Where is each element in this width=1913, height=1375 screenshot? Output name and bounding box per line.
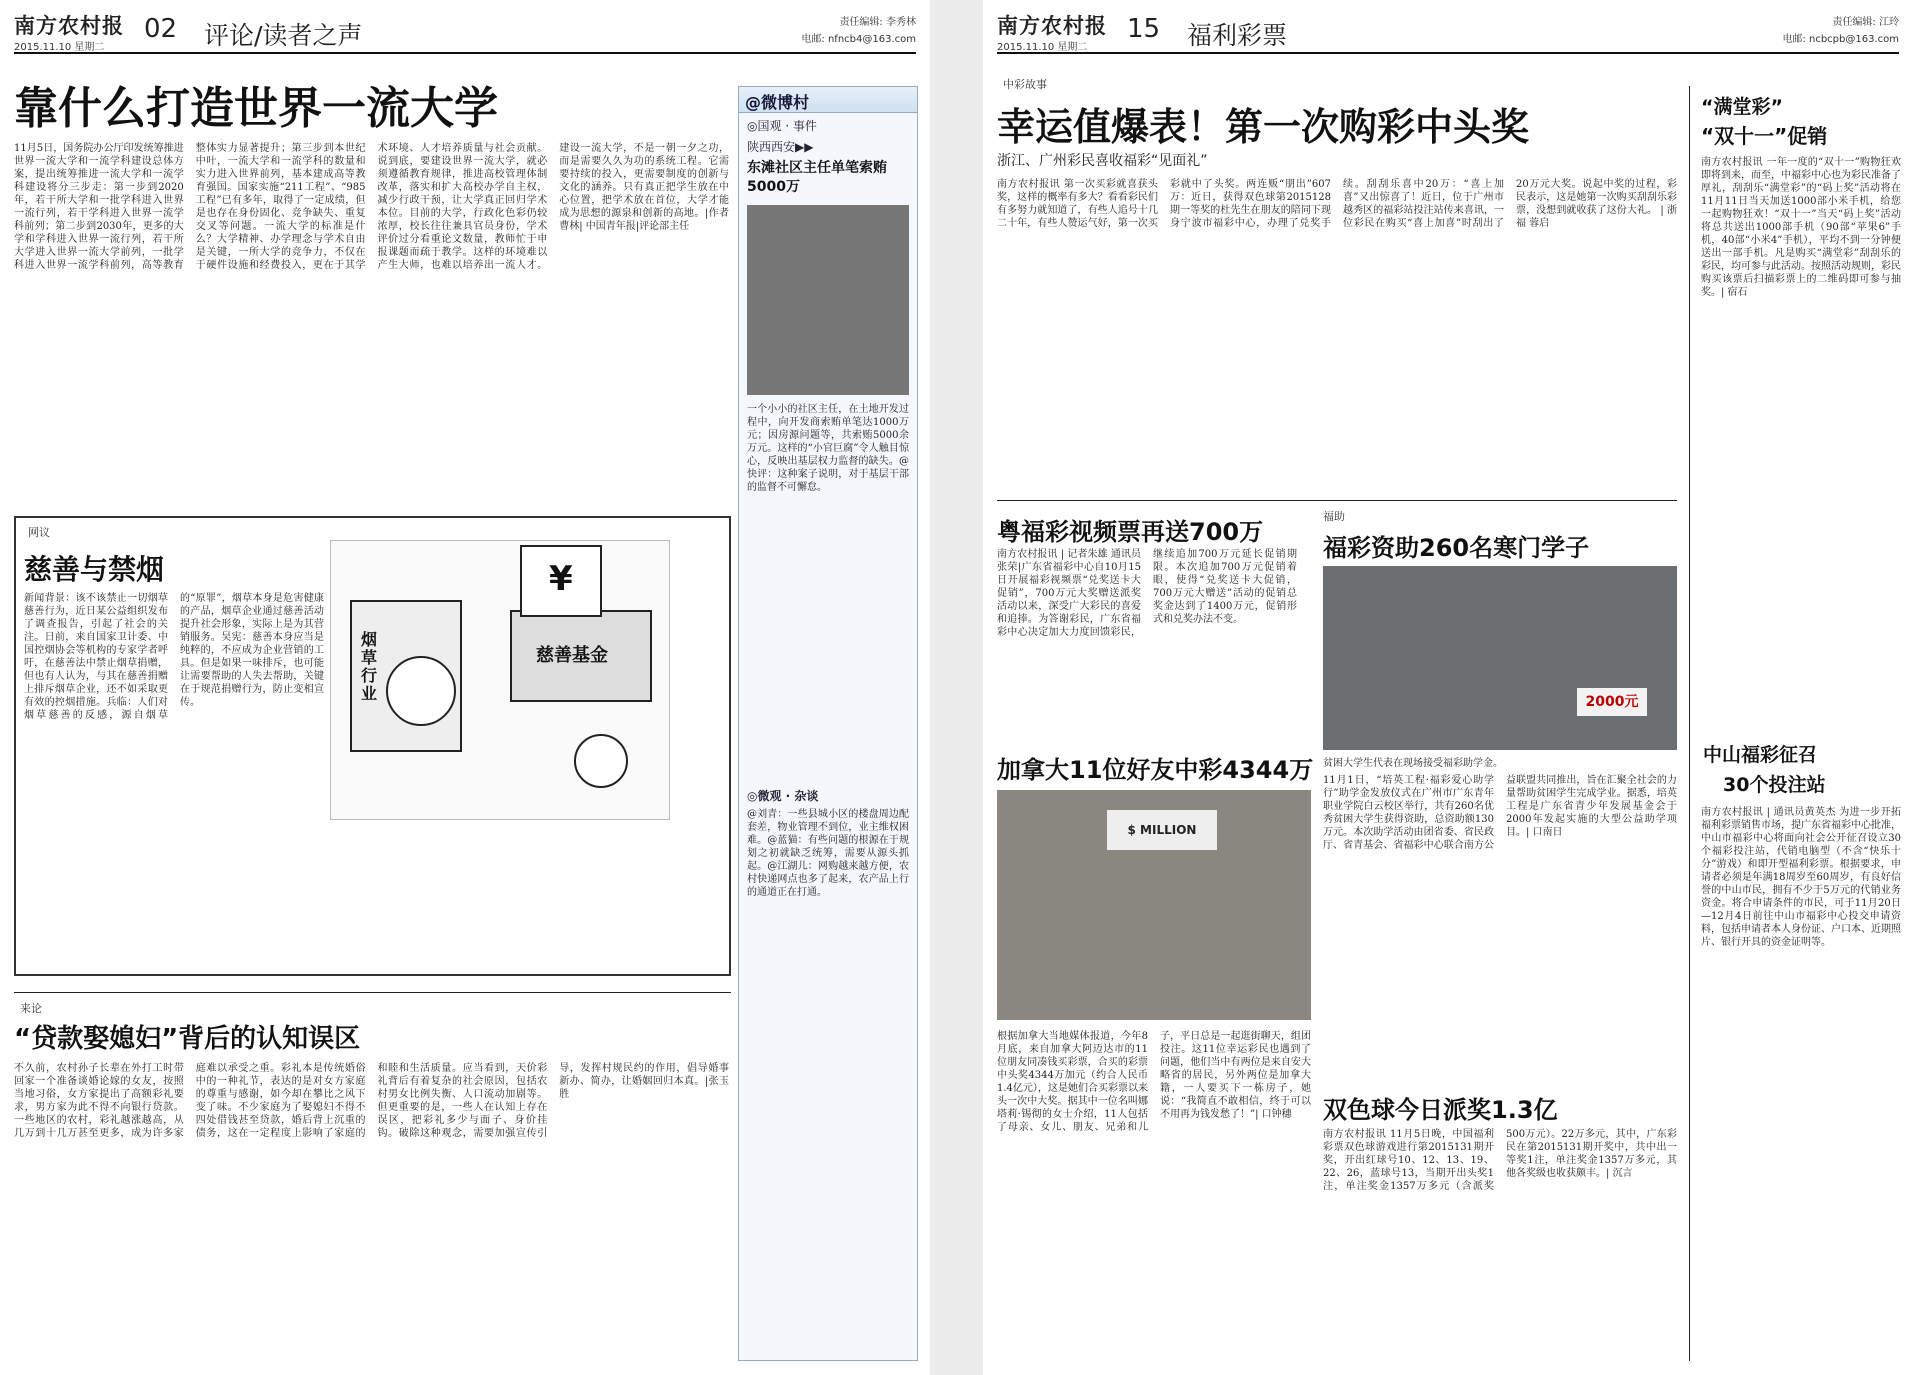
right-col-body: 南方农村报讯 一年一度的“双十一”购物狂欢即将到来，而至，中福彩中心也为彩民准备了厚礼，刮刮乐“满堂彩”的“码上奖”活动将在11月11日当天加送1000部小米手机，给您一起购物狂欢！“双十一”当天“码上奖”活动将总共送出1000部手机（90部“苹果6”手机，40部“小米4”手机），平均不到一分钟便送出一部手机。凡是购买“满堂彩”刮刮乐的彩民，均可参与此活动。按照活动规则，彩民购买该票后扫描彩票上的二维码即可参与抽奖。| 宿石: [1701, 157, 1901, 298]
bursary-tag: 福助: [1323, 510, 1345, 523]
section-title: 福利彩票: [1187, 21, 1288, 50]
left-newspaper-page: [0, 0, 930, 1375]
canada-photo: [997, 790, 1311, 1020]
cartoon-svg: [331, 541, 671, 821]
ssq-body: 南方农村报讯 11月5日晚，中国福利彩票双色球游戏进行第2015131期开奖，开出红球号10、12、13、19、22、26，蓝球号13，当期开出头奖1注，单注奖金1357万多元（含派奖500万元）。22万多元，其中，广东彩民在第2015131期开奖中，共中出一等奖1注，单注奖金1357万多元，其他各奖级也收获颇丰。| 沉言: [1323, 1129, 1677, 1192]
lower-article-body: 不久前，农村孙子长辈在外打工时带回家一个准备谈婚论嫁的女友，按照当地习俗，女方家提出了高额彩礼要求，男方家为此不得不向银行贷款。一些地区的农村，彩礼越涨越高，从几万到十几万甚至更多，成为许多家庭难以承受之重。彩礼本是传统婚俗中的一种礼节，表达的是对女方家庭的尊重与感谢，如今却在攀比之风下变了味。不少家庭为了娶媳妇不得不四处借钱甚至贷款，婚后背上沉重的债务，这在一定程度上影响了家庭的和睦和生活质量。应当看到，天价彩礼背后有着复杂的社会原因，包括农村男女比例失衡、人口流动加剧等。但更重要的是，一些人在认知上存在误区，把彩礼多少与面子、身价挂钩。破除这种观念，需要加强宣传引导，发挥村规民约的作用，倡导婚事新办、简办，让婚姻回归本真。|张玉胜: [14, 1063, 729, 1139]
weibo-item2-body: @刘青：一些县城小区的楼盘周边配套差，物业管理不到位，业主维权困难。@蓝猫：有些问题的根源在于规划之初就缺乏统筹，需要从源头抓起。@江湖儿：网购越来越方便，农村快递网点也多了起来，农产品上行的通道正在打通。: [747, 809, 909, 898]
video-body: 南方农村报讯 | 记者朱雄 通讯员张荣|广东省福彩中心自10月15日开展福彩视频票“兑奖送卡大促销”，700万元大奖赠送派奖活动以来，深受广大彩民的喜爱和追捧。为答谢彩民，广东省福彩中心决定加大力度回馈彩民，继续追加700万元延长促销期限。本次追加700万元促销着眼，使得“兑奖送卡大促销，700万元大赠送”活动的促销总奖金达到了1400万元，促销形式和兑奖办法不变。: [997, 549, 1297, 638]
editor-email: 电邮: ncbcpb@163.com: [1782, 34, 1899, 45]
newspaper-logo: 南方农村报: [997, 14, 1107, 38]
box-tag: 网议: [28, 526, 50, 539]
canada-photo-sign: $ MILLION: [1107, 810, 1217, 850]
weibo-sidebar: [738, 86, 918, 1361]
weibo-item1-photo: [747, 205, 909, 395]
zhongshan-body: 南方农村报讯 | 通讯员黄英杰 为进一步开拓福利彩票销售市场，提广东省福彩中心批准，中山市福彩中心将面向社会公开征召设立30个福彩投注站，代销电脑型（不含“快乐十分”游戏）和即开型福利彩票。根据要求，申请者必须是年满18周岁至60周岁，有良好信誉的中山市民，拥有不少于5万元的代销业务资金。将合申请条件的市民，可于11月20日—12月4日前往中山市福彩中心投交申请资料，包括申请者本人身份证、户口本、近期照片、银行开具的资金证明等。: [1701, 807, 1901, 948]
cartoon-label-tobacco: 烟草行业: [361, 630, 378, 703]
kicker-tag: 中彩故事: [1003, 78, 1047, 91]
box-headline: 慈善与禁烟: [24, 553, 165, 586]
bursary-photo: [1323, 566, 1677, 750]
left-masthead: [14, 8, 916, 54]
editor-info: [801, 14, 916, 48]
weibo-item2-source: ◎微观 · 杂谈: [747, 789, 819, 803]
bursary-body: 11月1日，“培英工程·福彩爱心助学行”助学金发放仪式在广州市广东青年职业学院白云校区举行，共有260名优秀贫困大学生获得资助，总资助额130万元。本次助学活动由团省委、省民政厅、省青基会、省福彩中心联合南方公益联盟共同推出，旨在汇聚全社会的力量帮助贫困学生完成学业。据悉，培英工程是广东省青少年发展基金会于2000年发起实施的大型公益助学项目。| 口南日: [1323, 775, 1677, 851]
canada-body: 根据加拿大当地媒体报道，今年8月底，来自加拿大阿迈达市的11位朋友同凑钱买彩票，合买的彩票中头奖4344万加元（约合人民币1.4亿元），这是她们合买彩票以来头一次中大奖。据其中一位名叫娜塔莉·锡彻的女士介绍，11人包括了母亲、女儿、朋友、兄弟和儿子，平日总是一起逛街聊天，组团投注。这11位幸运彩民也遇到了问题，他们当中有两位是来自安大略省的居民，另外两位是加拿大籍，一人要买下一栋房子，她说：“我简直不敢相信，终于可以不用再为钱发愁了！”| 口钟穗: [997, 1031, 1311, 1133]
zhongshan-headline-2: 30个投注站: [1723, 774, 1826, 796]
bursary-headline: 福彩资助260名寒门学子: [1323, 534, 1590, 562]
issue-date: 2015.11.10 星期二: [997, 42, 1088, 53]
cartoon-small-figure: [575, 735, 627, 787]
right-newspaper-page: [983, 0, 1913, 1375]
zhongshan-headline-1: 中山福彩征召: [1703, 744, 1818, 766]
ssq-headline: 双色球今日派奖1.3亿: [1323, 1096, 1558, 1124]
editor-name: 责任编辑: 江玲: [1832, 17, 1899, 28]
main-headline: 靠什么打造世界一流大学: [14, 83, 498, 134]
newspaper-logo: 南方农村报: [14, 14, 124, 38]
page-gutter: [930, 0, 983, 1375]
weibo-item1-headline: 东滩社区主任单笔索贿5000万: [747, 160, 887, 195]
page-number: 02: [144, 14, 178, 44]
page-number: 15: [1127, 14, 1161, 44]
main-subhead: 浙江、广州彩民喜收福彩“见面礼”: [997, 153, 1208, 169]
cartoon-label-charity: 慈善基金: [536, 645, 608, 666]
weibo-header: @微博村: [739, 87, 917, 113]
bursary-cheque: 2000元: [1577, 688, 1647, 716]
cartoon-face: [387, 657, 455, 725]
cartoon-yen-symbol: ¥: [549, 559, 573, 599]
box-body: 新闻背景：该不该禁止一切烟草慈善行为，近日某公益组织发布了调查报告，引起了社会的关注。日前，来自国家卫计委、中国控烟协会等机构的专家学者呼吁，在慈善法中禁止烟草捐赠，但也有人认为，与其在慈善捐赠上排斥烟草企业，还不如采取更有效的控烟措施。兵临：人们对烟草慈善的反感，源自烟草的“原罪”，烟草本身是危害健康的产品，烟草企业通过慈善活动提升社会形象，实际上是为其营销服务。吴宪：慈善本身应当是纯粹的，不应成为企业营销的工具。但是如果一味排斥，也可能让需要帮助的人失去帮助，关键在于规范捐赠行为，防止变相宣传。: [24, 593, 324, 721]
bursary-caption: 贫困大学生代表在现场接受福彩助学金。: [1323, 758, 1503, 769]
lower-tag: 来论: [20, 1002, 42, 1015]
issue-date: 2015.11.10 星期二: [14, 42, 105, 53]
right-col-headline-2: “双十一”促销: [1701, 124, 1828, 148]
lower-headline: “贷款娶媳妇”背后的认知误区: [14, 1024, 361, 1054]
weibo-item1-body: 一个小小的社区主任，在土地开发过程中，向开发商索贿单笔达1000万元；因房源问题等，共索贿5000余万元。这样的“小官巨腐”令人触目惊心，反映出基层权力监督的缺失。@快评：这种案子说明，对于基层干部的监督不可懈怠。: [747, 404, 909, 493]
column-rule: [1689, 86, 1690, 1361]
editor-name: 责任编辑: 李秀林: [839, 17, 916, 28]
weibo-item1-source: ◎国观 · 事件: [747, 119, 817, 133]
main-headline: 幸运值爆表！第一次购彩中头奖: [997, 105, 1530, 149]
video-headline: 粤福彩视频票再送700万: [997, 518, 1264, 546]
section-divider: [997, 500, 1677, 501]
main-article-body: 南方农村报讯 第一次买彩就喜获头奖，这样的概率有多大？看看彩民们有多努力就知道了，有些人追号十几二十年，有些人赞运气好，第一次买彩就中了头奖。两连贩“朋出”607万：近日，获得双色球第2015128期一等奖的杜先生在朋友的陪同下现身宁波市福彩中心，办理了兑奖手续。刮刮乐喜中20万：“喜上加喜”又出惊喜了！近日，位于广州市越秀区的福彩站投注站传来喜讯，一位彩民在购买“喜上加喜”时刮出了20万元大奖。说起中奖的过程，彩民表示，这是她第一次购买刮刮乐彩票，没想到就收获了这份大礼。 | 浙福 蓉启: [997, 179, 1677, 229]
section-divider: [14, 992, 731, 993]
section-title: 评论/读者之声: [204, 21, 363, 50]
main-article-body: 11月5日，国务院办公厅印发统筹推进世界一流大学和一流学科建设总体方案，提出统筹推进一流大学和一流学科建设将分三步走：第一步到2020年，若干所大学和一批学科进入世界一流行列，若干学科进入世界一流学科前列；第二步到2030年，更多的大学和学科进入世界一流行列，若干所大学进入世界一流大学前列，一批学科进入世界一流学科前列，高等教育整体实力显著提升；第三步到本世纪中叶，一流大学和一流学科的数量和实力进入世界前列，基本建成高等教育强国。国家实施“211工程”、“985工程”已有多年，取得了一定成绩，但是也存在身份固化、竞争缺失、重复交叉等问题。一流大学的标准是什么？大学精神、办学理念与学术自由是关键，一所大学的竞争力，不仅在于硬件设施和经费投入，更在于其学术环境、人才培养质量与社会贡献。说到底，要建设世界一流大学，就必须遵循教育规律，推进高校管理体制改革，落实和扩大高校办学自主权，减少行政干预，让大学真正回归学术本位。目前的大学，行政化色彩仍较浓厚，校长往往兼具官员身份，学术评价过分看重论文数量，教师忙于申报课题而疏于教学。这样的环境难以产生大师，也难以培养出一流人才。建设一流大学，不是一朝一夕之功，而是需要久久为功的系统工程。它需要持续的投入，更需要制度的创新与文化的涵养。只有真正把学生放在中心位置，把学术放在首位，大学才能成为思想的源泉和创新的高地。|作者曹林| 中国青年报|评论部主任: [14, 143, 729, 271]
box-body-continued: [340, 830, 720, 970]
right-masthead: [997, 8, 1899, 54]
editor-info: [1782, 14, 1899, 48]
weibo-item1-location: 陕西西安▶▶: [747, 140, 814, 154]
canada-headline: 加拿大11位好友中彩4344万: [997, 756, 1314, 784]
editor-email: 电邮: nfncb4@163.com: [801, 34, 916, 45]
right-col-headline-1: “满堂彩”: [1701, 96, 1783, 118]
cartoon-illustration: [330, 540, 670, 820]
